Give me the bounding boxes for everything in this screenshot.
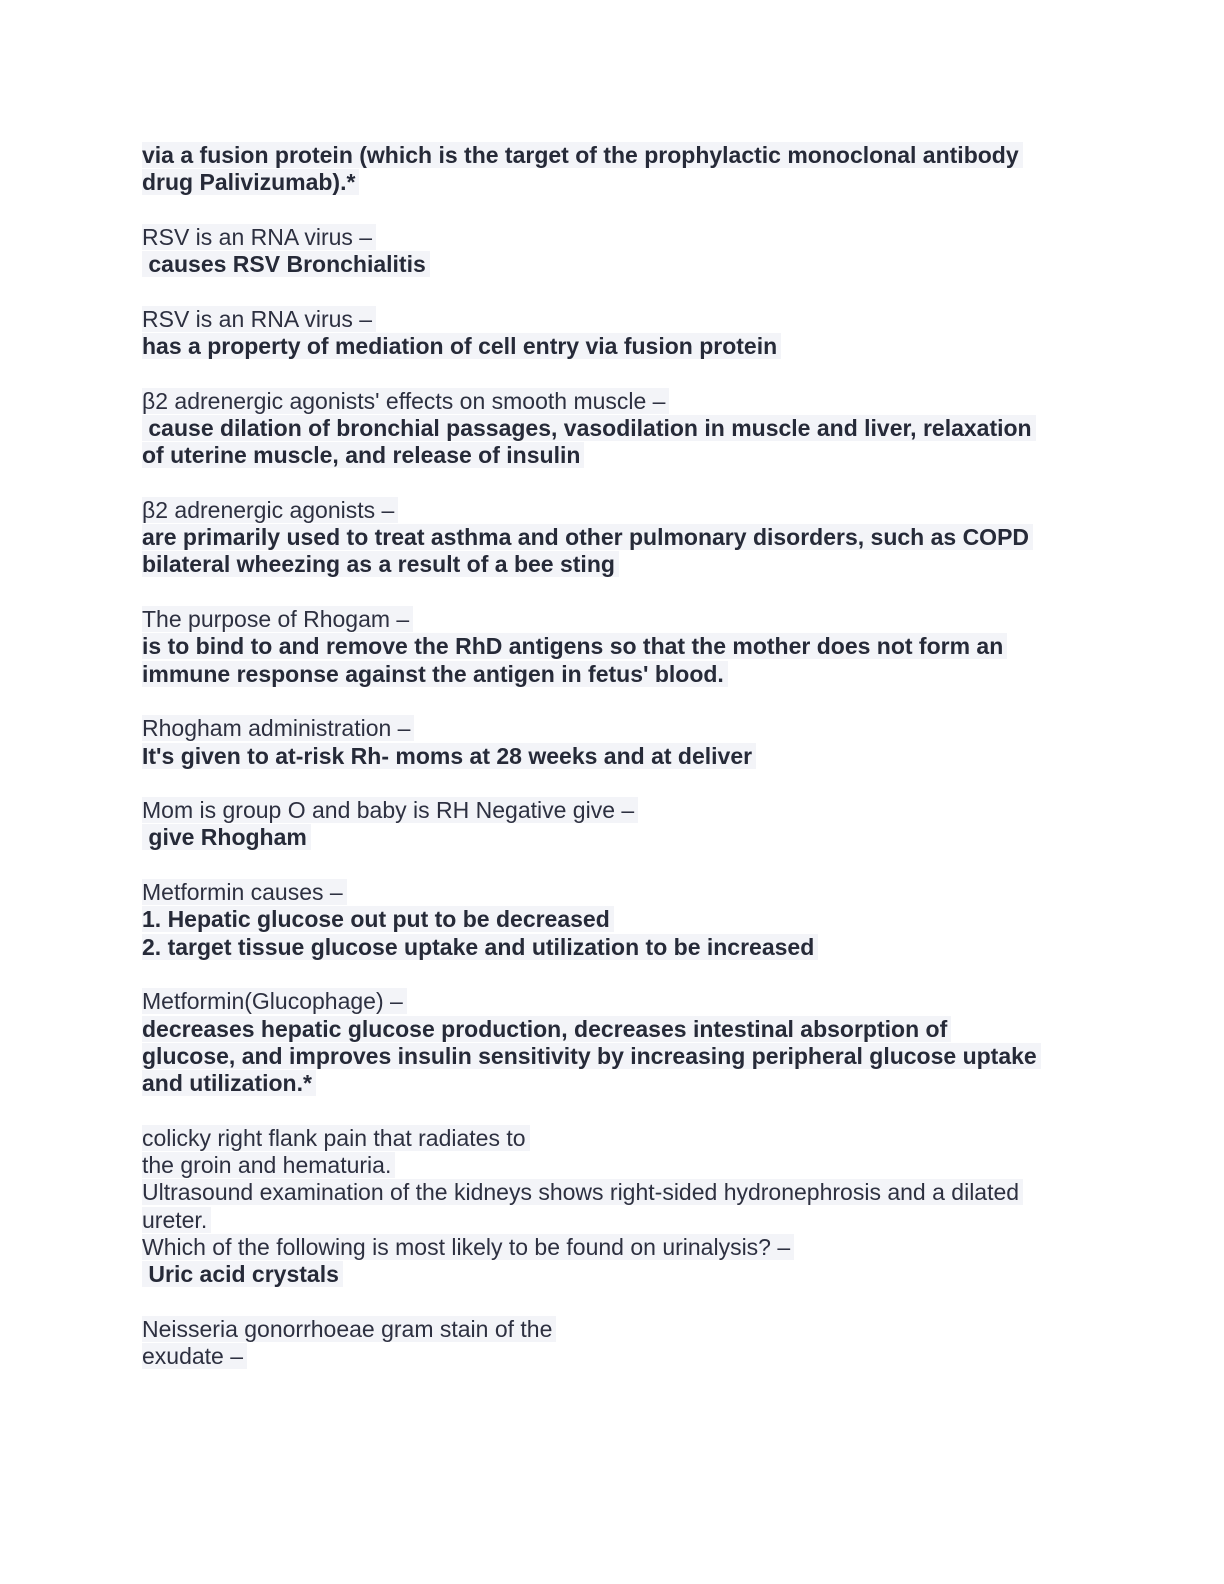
answer-line: immune response against the antigen in fetus' blood. <box>142 661 1082 688</box>
question-line: The purpose of Rhogam – <box>142 606 1082 633</box>
answer-line: It's given to at-risk Rh- moms at 28 weeks and at deliver <box>142 743 1082 770</box>
question-line: β2 adrenergic agonists' effects on smooth muscle – <box>142 388 1082 415</box>
question-line: Neisseria gonorrhoeae gram stain of the <box>142 1316 1082 1343</box>
flashcard-block <box>142 1125 1082 1289</box>
flashcard-block <box>142 606 1082 688</box>
flashcard-block <box>142 497 1082 579</box>
question-line: ureter. <box>142 1207 1082 1234</box>
question-line: Mom is group O and baby is RH Negative give – <box>142 797 1082 824</box>
answer-line: Uric acid crystals <box>142 1261 1082 1288</box>
question-line: Metformin(Glucophage) – <box>142 988 1082 1015</box>
flashcard-block <box>142 797 1082 852</box>
flashcard-block <box>142 224 1082 279</box>
answer-line: are primarily used to treat asthma and other pulmonary disorders, such as COPD <box>142 524 1082 551</box>
answer-line: 1. Hepatic glucose out put to be decreased <box>142 906 1082 933</box>
question-line: RSV is an RNA virus – <box>142 224 1082 251</box>
question-line: Ultrasound examination of the kidneys shows right-sided hydronephrosis and a dilated <box>142 1179 1082 1206</box>
answer-line: of uterine muscle, and release of insulin <box>142 442 1082 469</box>
answer-line: bilateral wheezing as a result of a bee sting <box>142 551 1082 578</box>
answer-line: give Rhogham <box>142 824 1082 851</box>
flashcard-block <box>142 306 1082 361</box>
answer-line: and utilization.* <box>142 1070 1082 1097</box>
flashcard-block <box>142 715 1082 770</box>
answer-line: is to bind to and remove the RhD antigens so that the mother does not form an <box>142 633 1082 660</box>
document-page <box>142 142 1082 1370</box>
flashcard-block <box>142 142 1082 197</box>
answer-line: causes RSV Bronchialitis <box>142 251 1082 278</box>
flashcard-block <box>142 879 1082 961</box>
answer-line: 2. target tissue glucose uptake and utilization to be increased <box>142 934 1082 961</box>
answer-line: glucose, and improves insulin sensitivity by increasing peripheral glucose uptake <box>142 1043 1082 1070</box>
question-line: Which of the following is most likely to be found on urinalysis? – <box>142 1234 1082 1261</box>
question-line: β2 adrenergic agonists – <box>142 497 1082 524</box>
answer-line: via a fusion protein (which is the target of the prophylactic monoclonal antibody <box>142 142 1082 169</box>
question-line: Metformin causes – <box>142 879 1082 906</box>
question-line: Rhogham administration – <box>142 715 1082 742</box>
flashcard-block <box>142 388 1082 470</box>
question-line: the groin and hematuria. <box>142 1152 1082 1179</box>
answer-line: cause dilation of bronchial passages, vasodilation in muscle and liver, relaxation <box>142 415 1082 442</box>
answer-line: decreases hepatic glucose production, decreases intestinal absorption of <box>142 1016 1082 1043</box>
flashcard-block <box>142 988 1082 1097</box>
answer-line: drug Palivizumab).* <box>142 169 1082 196</box>
answer-line: has a property of mediation of cell entry via fusion protein <box>142 333 1082 360</box>
question-line: exudate – <box>142 1343 1082 1370</box>
flashcard-block <box>142 1316 1082 1371</box>
question-line: RSV is an RNA virus – <box>142 306 1082 333</box>
question-line: colicky right flank pain that radiates to <box>142 1125 1082 1152</box>
